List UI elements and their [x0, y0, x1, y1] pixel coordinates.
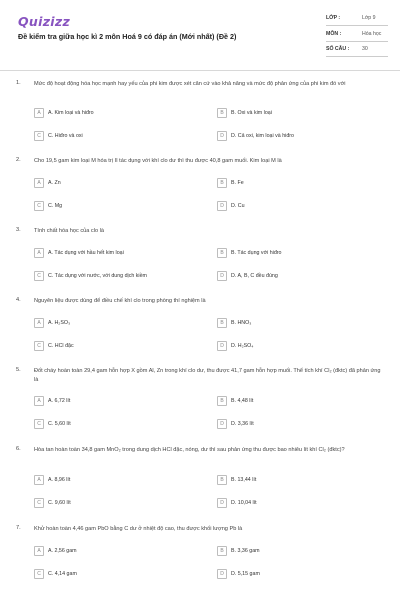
option-b[interactable]	[217, 475, 387, 488]
question-text: Mức độ hoạt động hóa học mạnh hay yếu của phi kim được xét căn cứ vào khả năng và mức độ phản ứng của phi kim đó với	[34, 81, 346, 87]
option-text: A. Zn	[48, 179, 61, 186]
option-letter: D	[217, 569, 227, 579]
option-c[interactable]	[34, 419, 204, 432]
option-text: C. Mg	[48, 202, 63, 209]
option-d[interactable]	[217, 201, 387, 214]
option-text: A. 6,72 lít	[48, 397, 71, 404]
option-letter: D	[217, 201, 227, 211]
meta-class-value: Lớp 9	[362, 15, 376, 21]
option-text: D. Cả oxi, kim loại và hiđro	[231, 132, 294, 139]
meta-subject-value: Hóa học	[362, 31, 382, 37]
option-letter: D	[217, 498, 227, 508]
option-letter: A	[34, 475, 44, 485]
question-number: 7.	[16, 525, 21, 531]
question-number: 5.	[16, 367, 21, 373]
meta-count-label: SỐ CÂU :	[326, 46, 350, 52]
option-b[interactable]	[217, 248, 387, 261]
option-text: B. Fe	[231, 179, 244, 186]
option-letter: B	[217, 248, 227, 258]
option-letter: C	[34, 569, 44, 579]
option-text: D. 10,04 lít	[231, 499, 257, 506]
option-letter: C	[34, 271, 44, 281]
question-number: 6.	[16, 446, 21, 452]
option-text: B. Tác dụng với hiđro	[231, 249, 282, 256]
option-text: C. Hiđro và oxi	[48, 132, 83, 139]
option-text: D. 3,36 lít	[231, 420, 254, 427]
option-text: C. 9,60 lít	[48, 499, 71, 506]
option-a[interactable]	[34, 475, 204, 488]
option-text: C. Tác dụng với nước, với dung dịch kiềm	[48, 272, 147, 279]
question-text: Tính chất hóa học của clo là	[34, 228, 104, 234]
option-text: D. 5,15 gam	[231, 570, 260, 577]
option-c[interactable]	[34, 131, 204, 144]
option-letter: D	[217, 271, 227, 281]
option-letter: B	[217, 318, 227, 328]
option-b[interactable]	[217, 108, 387, 121]
option-letter: B	[217, 546, 227, 556]
option-b[interactable]	[217, 178, 387, 191]
option-letter: C	[34, 131, 44, 141]
option-letter: B	[217, 475, 227, 485]
question-text: Cho 19,5 gam kim loại M hóa trị II tác dụng với khí clo dư thì thu được 40,8 gam muối. Kim loại M là	[34, 158, 282, 164]
meta-subject-label: MÔN :	[326, 31, 342, 37]
option-letter: B	[217, 178, 227, 188]
question-number: 4.	[16, 297, 21, 303]
option-letter: D	[217, 341, 227, 351]
option-text: A. H₂SO₃	[48, 319, 71, 326]
option-text: C. HCl đặc	[48, 342, 74, 349]
option-d[interactable]	[217, 131, 387, 144]
option-letter: A	[34, 546, 44, 556]
option-d[interactable]	[217, 569, 387, 582]
option-b[interactable]	[217, 318, 387, 331]
meta-class-line	[326, 25, 388, 26]
option-text: D. H₂SO₄	[231, 342, 254, 349]
option-text: B. Oxi và kim loại	[231, 109, 272, 116]
option-letter: A	[34, 396, 44, 406]
option-c[interactable]	[34, 201, 204, 214]
option-d[interactable]	[217, 271, 387, 284]
option-text: C. 4,14 gam	[48, 570, 77, 577]
option-letter: B	[217, 396, 227, 406]
question-number: 3.	[16, 227, 21, 233]
option-c[interactable]	[34, 569, 204, 582]
question-text: Nguyên liệu được dùng để điều chế khí clo trong phòng thí nghiệm là	[34, 298, 206, 304]
option-text: A. 8,96 lít	[48, 476, 71, 483]
option-letter: D	[217, 131, 227, 141]
option-a[interactable]	[34, 178, 204, 191]
question-text: Hòa tan hoàn toàn 34,8 gam MnO₂ trong dung dịch HCl đặc, nóng, dư thì sau phản ứng thu được bao nhiêu lít khí Cl₂ (đktc)?	[34, 447, 345, 453]
option-letter: C	[34, 201, 44, 211]
header-divider	[0, 70, 400, 71]
question-number: 1.	[16, 80, 21, 86]
option-text: B. HNO₃	[231, 319, 252, 326]
option-c[interactable]	[34, 341, 204, 354]
option-text: B. 3,36 gam	[231, 547, 260, 554]
option-letter: C	[34, 419, 44, 429]
meta-subject-line	[326, 41, 388, 42]
option-a[interactable]	[34, 248, 204, 261]
question-number: 2.	[16, 157, 21, 163]
option-d[interactable]	[217, 498, 387, 511]
option-d[interactable]	[217, 341, 387, 354]
option-text: C. 5,60 lít	[48, 420, 71, 427]
option-text: B. 4,48 lít	[231, 397, 254, 404]
meta-count-value: 30	[362, 46, 368, 52]
option-a[interactable]	[34, 396, 204, 409]
option-text: B. 13,44 lít	[231, 476, 257, 483]
option-a[interactable]	[34, 318, 204, 331]
option-b[interactable]	[217, 546, 387, 559]
option-b[interactable]	[217, 396, 387, 409]
option-letter: D	[217, 419, 227, 429]
option-text: A. 2,56 gam	[48, 547, 77, 554]
option-text: D. A, B, C đều đúng	[231, 272, 278, 279]
worksheet-header	[0, 0, 400, 70]
option-letter: A	[34, 108, 44, 118]
option-letter: A	[34, 318, 44, 328]
option-text: A. Kim loại và hiđro	[48, 109, 94, 116]
option-c[interactable]	[34, 271, 204, 284]
meta-class-label: LỚP :	[326, 15, 341, 21]
option-d[interactable]	[217, 419, 387, 432]
option-a[interactable]	[34, 546, 204, 559]
question-text: Đốt cháy hoàn toàn 29,4 gam hỗn hợp X gồm Al, Zn trong khí clo dư, thu được 41,7 gam hỗn hợp muối. Thể tích khí Cl₂ (đktc) đã phản ứng là	[34, 368, 381, 383]
option-letter: A	[34, 178, 44, 188]
option-text: A. Tác dụng với hầu hết kim loại	[48, 249, 124, 256]
question-text: Khử hoàn toàn 4,46 gam PbO bằng C dư ở nhiệt độ cao, thu được khối lượng Pb là	[34, 526, 243, 532]
option-a[interactable]	[34, 108, 204, 121]
option-text: D. Cu	[231, 202, 245, 209]
option-letter: C	[34, 341, 44, 351]
meta-count-line	[326, 56, 388, 57]
option-c[interactable]	[34, 498, 204, 511]
option-letter: C	[34, 498, 44, 508]
option-letter: B	[217, 108, 227, 118]
quizizz-logo: Quizizz	[18, 14, 71, 29]
option-letter: A	[34, 248, 44, 258]
document-title: Đề kiểm tra giữa học kì 2 môn Hoá 9 có đáp án (Mới nhất) (Đề 2)	[18, 32, 237, 41]
